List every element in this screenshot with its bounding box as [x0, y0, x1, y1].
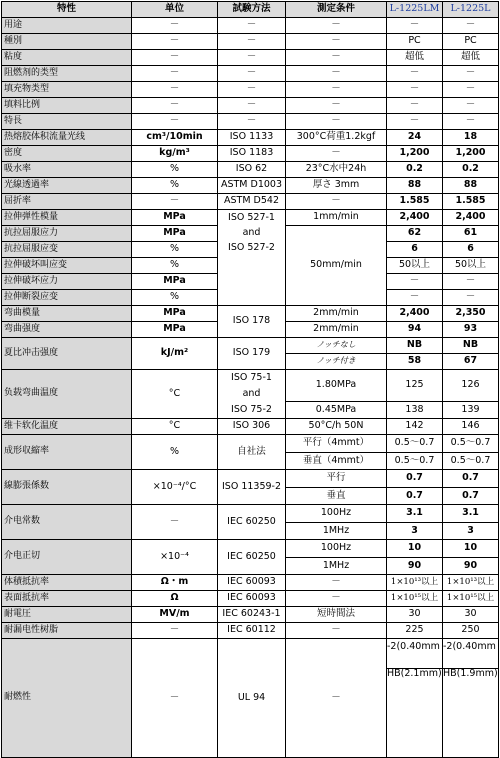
header-test-method: 試験方法 — [218, 2, 286, 18]
method-cell: ISO 62 — [218, 162, 286, 178]
header-unit: 单位 — [132, 2, 218, 18]
method-line: and — [242, 388, 261, 399]
condition-cell: 2mm/min — [286, 306, 387, 322]
table-row — [2, 540, 499, 558]
value-1: 3.1 — [387, 505, 443, 523]
value-2: － — [443, 18, 499, 34]
method-cell: － — [218, 82, 286, 98]
value-2: 1,200 — [443, 146, 499, 162]
property-label: 拉伸破坏应力 — [2, 274, 132, 290]
property-label: 热熔胶体积流量光线 — [2, 130, 132, 146]
value-2: 2,350 — [443, 306, 499, 322]
value-2: － — [443, 66, 499, 82]
method-line: ISO 527-2 — [228, 242, 275, 253]
property-label: 填充物类型 — [2, 82, 132, 98]
property-label: 介电常数 — [2, 505, 132, 540]
value-1: 58 — [387, 354, 443, 370]
condition-cell: － — [286, 50, 387, 66]
unit-cell: － — [132, 505, 218, 540]
value-1: 1×10¹⁵以上 — [387, 591, 443, 607]
property-label: 夏比冲击强度 — [2, 338, 132, 370]
method-cell: － — [218, 114, 286, 130]
condition-cell: － — [286, 146, 387, 162]
unit-cell: MPa — [132, 226, 218, 242]
unit-cell: － — [132, 66, 218, 82]
unit-cell: % — [132, 162, 218, 178]
method-cell: 自社法 — [218, 435, 286, 470]
method-cell: ISO 306 — [218, 419, 286, 435]
method-cell: IEC 60112 — [218, 623, 286, 639]
value-2: 30 — [443, 607, 499, 623]
condition-cell: ノッチ付き — [286, 354, 387, 370]
value-2: － — [443, 114, 499, 130]
method-cell: ASTM D542 — [218, 194, 286, 210]
table-row — [2, 162, 499, 178]
value-2: 1×10¹⁵以上 — [443, 591, 499, 607]
value-2: 61 — [443, 226, 499, 242]
value-2: 2,400 — [443, 210, 499, 226]
unit-cell: MPa — [132, 210, 218, 226]
value-1: 3 — [387, 522, 443, 540]
value-1: － — [387, 82, 443, 98]
table-row — [2, 50, 499, 66]
unit-cell: － — [132, 639, 218, 758]
table-row — [2, 98, 499, 114]
property-label: 特長 — [2, 114, 132, 130]
method-cell: ISO 179 — [218, 338, 286, 370]
condition-cell: 2mm/min — [286, 322, 387, 338]
condition-cell: － — [286, 18, 387, 34]
value-2: HB(1.9mm) — [443, 669, 499, 758]
unit-cell: % — [132, 258, 218, 274]
value-2: － — [443, 274, 499, 290]
table-row — [2, 306, 499, 322]
table-row — [2, 575, 499, 591]
property-label: 体積抵抗率 — [2, 575, 132, 591]
table-row — [2, 370, 499, 402]
table-row — [2, 82, 499, 98]
value-1: 90 — [387, 557, 443, 575]
value-1: 2,400 — [387, 306, 443, 322]
value-1: 1.585 — [387, 194, 443, 210]
value-1: － — [387, 66, 443, 82]
value-1: 138 — [387, 402, 443, 419]
table-row — [2, 178, 499, 194]
value-2: PC — [443, 34, 499, 50]
unit-cell: MV/m — [132, 607, 218, 623]
header-product-1: L-1225LM — [387, 2, 443, 18]
method-cell: IEC 60093 — [218, 591, 286, 607]
table-row — [2, 623, 499, 639]
method-cell: IEC 60250 — [218, 505, 286, 540]
method-cell: ASTM D1003 — [218, 178, 286, 194]
property-label: 屈折率 — [2, 194, 132, 210]
condition-cell: 垂直 — [286, 487, 387, 505]
method-cell: － — [218, 50, 286, 66]
header-product-2: L-1225L — [443, 2, 499, 18]
unit-cell: MPa — [132, 306, 218, 322]
unit-cell: kJ/m² — [132, 338, 218, 370]
value-2: 1.585 — [443, 194, 499, 210]
method-line: ISO 527-1 — [228, 212, 275, 223]
unit-cell: % — [132, 242, 218, 258]
method-line: ISO 75-2 — [231, 404, 272, 415]
value-2: 67 — [443, 354, 499, 370]
condition-cell: － — [286, 82, 387, 98]
value-2: 126 — [443, 370, 499, 402]
method-cell: IEC 60243-1 — [218, 607, 286, 623]
unit-cell: Ω・m — [132, 575, 218, 591]
table-row — [2, 505, 499, 523]
property-label: 耐燃性 — [2, 639, 132, 758]
value-1: NB — [387, 338, 443, 354]
property-label: 表面抵抗率 — [2, 591, 132, 607]
unit-cell: － — [132, 82, 218, 98]
condition-cell: 1.80MPa — [286, 370, 387, 402]
method-cell: － — [218, 18, 286, 34]
method-cell: ISO 178 — [218, 306, 286, 338]
value-1: 88 — [387, 178, 443, 194]
property-label: 阻燃剂的类型 — [2, 66, 132, 82]
header-row — [2, 2, 499, 18]
value-2: 6 — [443, 242, 499, 258]
table-row — [2, 18, 499, 34]
property-label: 耐漏电性树脂 — [2, 623, 132, 639]
value-1: PC — [387, 34, 443, 50]
value-1: － — [387, 114, 443, 130]
table-row — [2, 34, 499, 50]
value-2: 0.5～0.7 — [443, 435, 499, 453]
method-cell: UL 94 — [218, 639, 286, 758]
method-line: ISO 75-1 — [231, 372, 272, 383]
property-label: 弯曲强度 — [2, 322, 132, 338]
unit-cell: － — [132, 623, 218, 639]
method-cell — [218, 210, 286, 306]
value-1: － — [387, 98, 443, 114]
property-label: 拉伸断裂应变 — [2, 290, 132, 306]
unit-cell: cm³/10min — [132, 130, 218, 146]
value-2: 90 — [443, 557, 499, 575]
property-label: 维卡软化温度 — [2, 419, 132, 435]
property-label: 拉伸弹性模量 — [2, 210, 132, 226]
unit-cell: % — [132, 435, 218, 470]
condition-cell: 厚さ 3mm — [286, 178, 387, 194]
table-row — [2, 146, 499, 162]
value-1: 125 — [387, 370, 443, 402]
method-cell: － — [218, 34, 286, 50]
table-row — [2, 591, 499, 607]
unit-cell: % — [132, 290, 218, 306]
condition-cell: － — [286, 98, 387, 114]
condition-cell: － — [286, 34, 387, 50]
condition-cell: 1MHz — [286, 557, 387, 575]
value-2: － — [443, 290, 499, 306]
value-1: － — [387, 274, 443, 290]
condition-cell: 1mm/min — [286, 210, 387, 226]
property-label: 密度 — [2, 146, 132, 162]
value-2: 0.2 — [443, 162, 499, 178]
value-1: 94 — [387, 322, 443, 338]
unit-cell: MPa — [132, 274, 218, 290]
value-2: 10 — [443, 540, 499, 558]
condition-cell: － — [286, 591, 387, 607]
value-1: 0.7 — [387, 470, 443, 488]
header-property: 特性 — [2, 2, 132, 18]
value-1: 1,200 — [387, 146, 443, 162]
value-2: 88 — [443, 178, 499, 194]
table-row — [2, 210, 499, 226]
condition-cell: 平行 — [286, 470, 387, 488]
table-row — [2, 435, 499, 453]
value-1: 0.2 — [387, 162, 443, 178]
value-1: 2,400 — [387, 210, 443, 226]
table-row — [2, 607, 499, 623]
method-cell — [218, 370, 286, 419]
value-1: － — [387, 18, 443, 34]
condition-cell: 23°C水中24h — [286, 162, 387, 178]
property-label: 耐電圧 — [2, 607, 132, 623]
condition-cell: 平行（4mmt） — [286, 435, 387, 453]
value-2: 139 — [443, 402, 499, 419]
value-2: NB — [443, 338, 499, 354]
value-1: － — [387, 290, 443, 306]
condition-cell: ノッチなし — [286, 338, 387, 354]
value-1: HB(2.1mm) — [387, 669, 443, 758]
method-cell: － — [218, 66, 286, 82]
unit-cell: － — [132, 194, 218, 210]
method-cell: － — [218, 98, 286, 114]
method-cell: ISO 1133 — [218, 130, 286, 146]
value-1: 10 — [387, 540, 443, 558]
condition-cell: － — [286, 114, 387, 130]
condition-cell: 1MHz — [286, 522, 387, 540]
condition-cell: － — [286, 66, 387, 82]
condition-cell: 300°C荷重1.2kgf — [286, 130, 387, 146]
table-row — [2, 639, 499, 669]
value-2: － — [443, 98, 499, 114]
condition-cell: － — [286, 194, 387, 210]
spec-table — [1, 1, 499, 758]
property-label: 填料比例 — [2, 98, 132, 114]
value-1: 24 — [387, 130, 443, 146]
property-label: 粘度 — [2, 50, 132, 66]
value-1: 0.7 — [387, 487, 443, 505]
table-row — [2, 470, 499, 488]
table-row — [2, 194, 499, 210]
value-2: 3 — [443, 522, 499, 540]
property-label: 吸水率 — [2, 162, 132, 178]
unit-cell: － — [132, 18, 218, 34]
property-label: 负载弯曲温度 — [2, 370, 132, 419]
value-1: 30 — [387, 607, 443, 623]
condition-cell: 0.45MPa — [286, 402, 387, 419]
table-row — [2, 130, 499, 146]
condition-cell: 100Hz — [286, 540, 387, 558]
method-cell: IEC 60250 — [218, 540, 286, 575]
property-label: 抗拉屈服应力 — [2, 226, 132, 242]
unit-cell: kg/m³ — [132, 146, 218, 162]
property-label: 弯曲模量 — [2, 306, 132, 322]
property-label: 用途 — [2, 18, 132, 34]
table-row — [2, 338, 499, 354]
method-line: and — [242, 227, 261, 238]
method-cell: IEC 60093 — [218, 575, 286, 591]
value-2: -2(0.40mm — [443, 639, 499, 669]
unit-cell: ×10⁻⁴/°C — [132, 470, 218, 505]
condition-cell: 100Hz — [286, 505, 387, 523]
header-condition: 測定条件 — [286, 2, 387, 18]
unit-cell: Ω — [132, 591, 218, 607]
condition-cell: 垂直（4mmt） — [286, 452, 387, 470]
table-row — [2, 114, 499, 130]
value-1: 50以上 — [387, 258, 443, 274]
property-label: 種別 — [2, 34, 132, 50]
value-1: 1×10¹³以上 — [387, 575, 443, 591]
value-2: 93 — [443, 322, 499, 338]
property-label: 光線透過率 — [2, 178, 132, 194]
value-1: 0.5～0.7 — [387, 435, 443, 453]
value-2: 0.5～0.7 — [443, 452, 499, 470]
property-label: 抗拉屈服应变 — [2, 242, 132, 258]
unit-cell: － — [132, 98, 218, 114]
value-2: 0.7 — [443, 487, 499, 505]
value-2: － — [443, 82, 499, 98]
unit-cell: MPa — [132, 322, 218, 338]
condition-cell: 50°C/h 50N — [286, 419, 387, 435]
value-2: 50以上 — [443, 258, 499, 274]
value-2: 3.1 — [443, 505, 499, 523]
value-1: 62 — [387, 226, 443, 242]
unit-cell: % — [132, 178, 218, 194]
value-2: 0.7 — [443, 470, 499, 488]
value-2: 1×10¹³以上 — [443, 575, 499, 591]
unit-cell: － — [132, 114, 218, 130]
unit-cell: ×10⁻⁴ — [132, 540, 218, 575]
value-2: 146 — [443, 419, 499, 435]
table-row — [2, 419, 499, 435]
method-cell: ISO 1183 — [218, 146, 286, 162]
value-1: 6 — [387, 242, 443, 258]
value-2: 250 — [443, 623, 499, 639]
property-label: 線膨張係数 — [2, 470, 132, 505]
condition-cell: 50mm/min — [286, 226, 387, 306]
condition-cell: － — [286, 623, 387, 639]
unit-cell: － — [132, 34, 218, 50]
unit-cell: °C — [132, 419, 218, 435]
property-label: 拉伸破坏叫应变 — [2, 258, 132, 274]
value-1: 0.5～0.7 — [387, 452, 443, 470]
condition-cell: 短時間法 — [286, 607, 387, 623]
property-label: 介电正切 — [2, 540, 132, 575]
unit-cell: － — [132, 50, 218, 66]
value-1: -2(0.40mm — [387, 639, 443, 669]
condition-cell: － — [286, 639, 387, 758]
value-1: 超低 — [387, 50, 443, 66]
value-2: 18 — [443, 130, 499, 146]
property-label: 成形収縮率 — [2, 435, 132, 470]
table-row — [2, 66, 499, 82]
value-1: 225 — [387, 623, 443, 639]
condition-cell: － — [286, 575, 387, 591]
value-1: 142 — [387, 419, 443, 435]
value-2: 超低 — [443, 50, 499, 66]
method-cell: ISO 11359-2 — [218, 470, 286, 505]
unit-cell: °C — [132, 370, 218, 419]
